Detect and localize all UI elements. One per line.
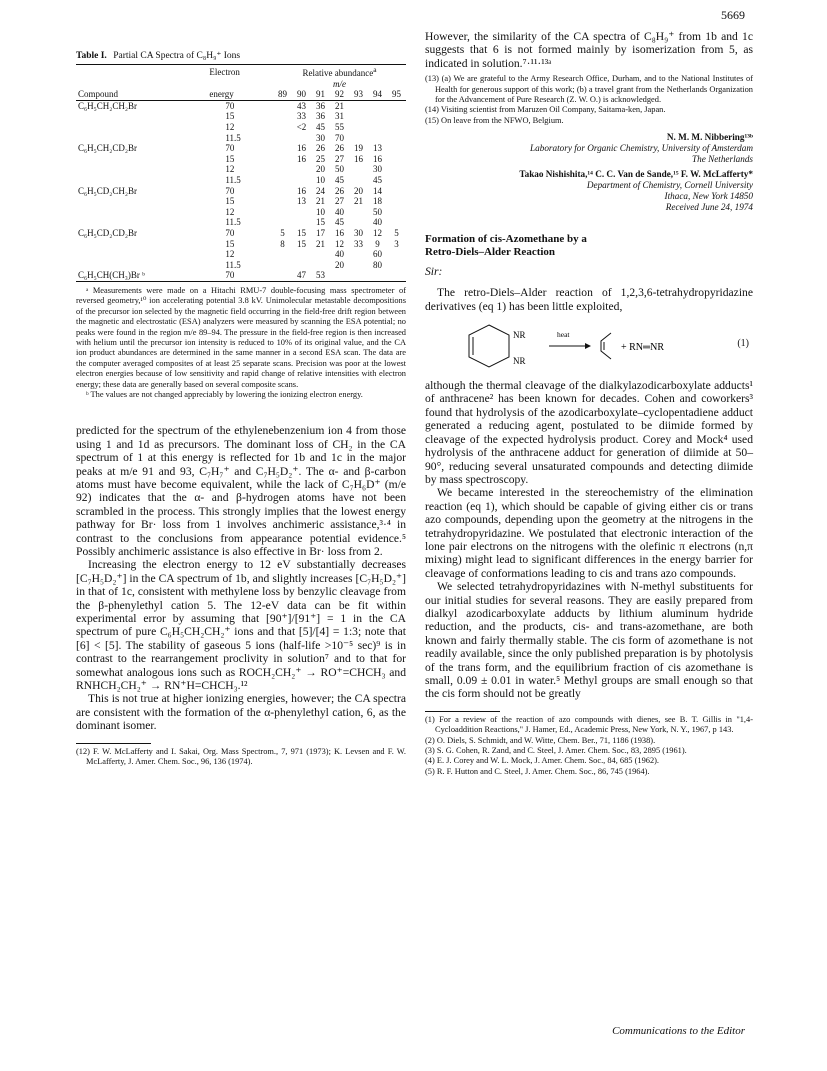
diene-structure (601, 333, 611, 359)
abundance-cell (387, 217, 406, 228)
left-references (76, 747, 406, 768)
paragraph: The retro-Diels–Alder reaction of 1,2,3,6-tetrahydropyridazine derivatives (eq 1) has been little exploited, (425, 286, 753, 313)
abundance-cell (387, 143, 406, 154)
footnote-divider (425, 711, 500, 712)
table-row (76, 249, 406, 260)
abundance-cell: 33 (354, 238, 363, 249)
ca-spectra-table (76, 64, 406, 282)
abundance-cell (387, 133, 406, 144)
abundance-cell (273, 143, 292, 154)
abundance-cell: 16 (297, 185, 306, 196)
energy-cell: 11.5 (225, 217, 241, 228)
reaction-scheme (425, 319, 753, 373)
abundance-cell (387, 100, 406, 111)
abundance-cell (292, 133, 311, 144)
mass-column-header: 89 (278, 89, 287, 100)
abundance-cell (387, 260, 406, 271)
header-energy-1: Electron (209, 66, 240, 77)
compound-cell (76, 260, 207, 271)
abundance-cell: 53 (316, 270, 325, 281)
abundance-cell (349, 111, 368, 122)
mass-column-header: 95 (392, 89, 401, 100)
abundance-cell: 15 (297, 238, 306, 249)
heat-label: heat (557, 330, 570, 340)
table-row (76, 100, 406, 111)
abundance-cell (311, 260, 330, 271)
abundance-cell (387, 111, 406, 122)
table-title (76, 50, 406, 61)
affiliation-2b: Ithaca, New York 14850 (664, 191, 753, 202)
energy-cell: 12 (225, 164, 235, 175)
table-row (76, 260, 406, 271)
energy-cell: 15 (225, 153, 235, 164)
abundance-cell: 14 (373, 185, 382, 196)
abundance-cell: 5 (280, 227, 285, 238)
reference: (2) O. Diels, S. Schmidt, and W. Witte, Chem. Ber., 71, 1186 (1938). (425, 735, 656, 745)
abundance-cell: 10 (316, 206, 325, 217)
energy-cell: 15 (225, 238, 235, 249)
mass-column-header: 91 (316, 89, 325, 100)
abundance-cell (273, 133, 292, 144)
article-body (425, 379, 753, 701)
products-label: + RN═NR (621, 342, 665, 354)
abundance-cell (349, 207, 368, 218)
abundance-cell: 30 (373, 164, 382, 175)
abundance-cell: 50 (335, 164, 344, 175)
abundance-cell (368, 133, 387, 144)
energy-cell: 12 (225, 249, 235, 260)
table-row (76, 164, 406, 175)
author-name-2: Takao Nishishita,¹⁴ C. C. Van de Sande,¹⁵ F. W. McLafferty* (519, 169, 753, 180)
reference: (15) On leave from the NFWO, Belgium. (425, 115, 564, 125)
abundance-cell: 45 (335, 174, 344, 185)
abundance-cell: 5 (394, 227, 399, 238)
abundance-cell (273, 270, 292, 281)
nr-bottom-label: NR (513, 356, 526, 367)
abundance-cell: 45 (316, 121, 325, 132)
abundance-cell (387, 164, 406, 175)
abundance-cell (349, 164, 368, 175)
right-top-references (425, 74, 753, 126)
abundance-cell: 30 (316, 132, 325, 143)
abundance-cell (292, 260, 311, 271)
abundance-cell: 40 (335, 206, 344, 217)
abundance-cell: 16 (335, 227, 344, 238)
compound-cell (76, 164, 207, 175)
article-title: Formation of cis-Azomethane by a Retro-Diels–Alder Reaction (425, 233, 587, 259)
nr-top-label: NR (513, 330, 526, 341)
abundance-cell (368, 122, 387, 133)
table-row (76, 239, 406, 250)
abundance-cell: 19 (354, 143, 363, 154)
abundance-cell (387, 154, 406, 165)
header-me: m/e (333, 78, 346, 89)
abundance-cell: 26 (335, 143, 344, 154)
energy-cell: 11.5 (225, 259, 241, 270)
paragraph: although the thermal cleavage of the dialkylazodicarboxylate adducts¹ of anthracene² has been known for decades. Cohen and coworkers³ found that hydrolysis of the azodicarboxylate–cyclopentadiene adduct generated a reducing agent, postulated to be diimide formed by cleavage of the expected hydrolysis product. Corey and Mock⁴ used hydrolysis of the anthracene adduct for generation of diimide at 50–90°, reducing several unsaturated compounds and detecting diimide by mass spectroscopy. (425, 379, 753, 486)
tetrahydropyridazine-ring (469, 325, 509, 367)
compound-cell (76, 249, 207, 260)
page-footer: Communications to the Editor (612, 1025, 745, 1037)
reference: (5) R. F. Hutton and C. Steel, J. Amer. Chem. Soc., 86, 745 (1964). (425, 766, 650, 776)
compound-cell (76, 196, 207, 207)
paragraph: This is not true at higher ionizing energies, however; the CA spectra are consistent with the formation of the α-phenylethyl cation, 6, as the dominant isomer. (76, 692, 406, 733)
compound-cell (76, 239, 207, 250)
compound-cell (76, 175, 207, 186)
abundance-cell: 40 (373, 217, 382, 228)
compound-cell: C₆H₅CD₂CH₂Br (78, 185, 138, 196)
abundance-cell: 36 (316, 100, 325, 111)
table-label: Table I. (76, 51, 107, 61)
author-name-1: N. M. M. Nibbering¹³ᵇ (666, 132, 753, 143)
abundance-cell (292, 207, 311, 218)
abundance-cell (349, 100, 368, 111)
abundance-cell: 80 (373, 259, 382, 270)
abundance-cell (273, 196, 292, 207)
abundance-cell (387, 196, 406, 207)
abundance-cell: 70 (335, 132, 344, 143)
abundance-cell: 16 (354, 153, 363, 164)
abundance-cell: 20 (354, 185, 363, 196)
abundance-cell (273, 111, 292, 122)
table-row (76, 217, 406, 228)
left-column (76, 30, 406, 768)
abundance-cell: 20 (316, 164, 325, 175)
abundance-cell (273, 175, 292, 186)
author-signature (425, 132, 753, 213)
abundance-cell: 21 (316, 238, 325, 249)
abundance-cell (368, 100, 387, 111)
header-compound: Compound (78, 89, 119, 100)
header-energy-2: energy (209, 89, 234, 100)
abundance-cell (292, 175, 311, 186)
compound-cell (76, 111, 207, 122)
abundance-cell: 33 (297, 111, 306, 122)
abundance-cell (273, 249, 292, 260)
table-row (76, 175, 406, 186)
footnote-divider (76, 743, 151, 744)
energy-cell: 15 (225, 111, 235, 122)
mass-column-header: 90 (297, 89, 306, 100)
received-date: Received June 24, 1974 (665, 202, 753, 213)
compound-cell (76, 217, 207, 228)
abundance-cell (349, 122, 368, 133)
reference: (12) F. W. McLafferty and I. Sakai, Org. Mass Spectrom., 7, 971 (1973); K. Levsen and F. W. McLafferty, J. Amer. Chem. Soc., 96, 136 (1974). (76, 746, 406, 767)
compound-cell: C₆H₅CD₂CD₂Br (78, 227, 138, 238)
abundance-cell: 45 (373, 174, 382, 185)
abundance-cell (311, 249, 330, 260)
abundance-cell: 21 (335, 100, 344, 111)
abundance-cell (387, 249, 406, 260)
energy-cell: 70 (225, 100, 235, 111)
abundance-cell: 43 (297, 100, 306, 111)
paragraph: predicted for the spectrum of the ethylenebenzenium ion 4 from those using 1 and 1d as precursors. The dominant loss of CH₂ in the CA spectrum of 1 at this energy is reflected for 1b and 1c in the major peaks at m/e 91 and 93, C₇H₇⁺ and C₇H₅D₂⁺. The α- and β-carbon atoms must have become equivalent, while the lack of C₇H₆D⁺ (m/e 92) indicates that the α- and β-hydrogen atoms have not been scrambled in the process. This strongly implies that the lowest energy pathway for Br· loss from 1 involves anchimeric assistance,³·⁴ in contrast to the conclusions from appearance potential evidence.⁵ Possibly anchimeric assistance is also effective in Br· loss from 2. (76, 424, 406, 558)
abundance-cell: 20 (335, 259, 344, 270)
abundance-cell: 10 (316, 174, 325, 185)
abundance-cell: 13 (297, 196, 306, 207)
abundance-cell (387, 175, 406, 186)
abundance-cell: 16 (297, 143, 306, 154)
equation-number: (1) (737, 338, 749, 350)
abundance-cell (292, 217, 311, 228)
abundance-cell: 21 (316, 196, 325, 207)
abundance-cell: 16 (297, 153, 306, 164)
left-body-text (76, 424, 406, 732)
abundance-cell: 8 (280, 238, 285, 249)
paragraph: However, the similarity of the CA spectra of C₈H₉⁺ from 1b and 1c suggests that 6 is not formed mainly by isomerization from 5, as indicated in solution.⁷·¹¹·¹³ᵃ (425, 30, 753, 70)
reference: (3) S. G. Cohen, R. Zand, and C. Steel, J. Amer. Chem. Soc., 83, 2895 (1961). (425, 746, 687, 756)
abundance-cell (387, 122, 406, 133)
energy-cell: 70 (225, 227, 235, 238)
mass-column-header: 94 (373, 89, 382, 100)
abundance-cell: 30 (354, 227, 363, 238)
abundance-cell (349, 270, 368, 281)
mass-column-header: 93 (354, 89, 363, 100)
article-references (425, 715, 753, 777)
footnote-b: ᵇ The values are not changed appreciably by lowering the ionizing electron energy. (86, 389, 363, 399)
abundance-cell: 16 (373, 153, 382, 164)
abundance-cell: 13 (373, 143, 382, 154)
abundance-cell: 45 (335, 217, 344, 228)
reference: (14) Visiting scientist from Maruzen Oil Company, Saitama-ken, Japan. (425, 105, 666, 115)
abundance-cell (292, 249, 311, 260)
table-row (76, 143, 406, 154)
energy-cell: 12 (225, 206, 235, 217)
affiliation-2a: Department of Chemistry, Cornell University (586, 180, 753, 191)
reference: (1) For a review of the reaction of azo compounds with dienes, see B. T. Gillis in "1,4-Cycloaddition Reactions," J. Hamer, Ed., Academic Press, New York, N. Y., 1967, p 143. (425, 714, 753, 735)
abundance-cell (273, 207, 292, 218)
table-row (76, 154, 406, 165)
abundance-cell (387, 207, 406, 218)
abundance-cell (273, 164, 292, 175)
energy-cell: 12 (225, 121, 235, 132)
abundance-cell: 27 (335, 196, 344, 207)
header-relative-abundance: Relative abundance$^a$ (302, 65, 377, 78)
retro-diels-alder-scheme (425, 319, 755, 373)
abundance-cell: 21 (354, 196, 363, 207)
footnote-a: ᵃ Measurements were made on a Hitachi RMU-7 double-focusing mass spectrometer of reversed geometry,¹⁰ ion accelerating potential 3.8 kV. Unimolecular metastable decompositions of the precursor ion selected by the magnetic field occurring in the field-free drift region between the magnetic and electrostatic (ESA) analyzers were measured by scanning the ESA potential; no peaks were found in the region m/e 89–94. The pressure in the field-free region is then increased with helium until the precursor ion intensity is reduced to 10% of its original value, and the CA ion product abundances are determined in the same manner in a second ESA scan. The data are the computer averaged composites of at least 25 separate scans. Precision was poor at the lowest electron energies because of low sensitivity and rapid change of relative intensities with electron energy; these data are generally based on several composite scans. (76, 285, 406, 389)
abundance-cell: 26 (335, 185, 344, 196)
energy-cell: 70 (225, 185, 235, 196)
abundance-cell: 3 (394, 238, 399, 249)
abundance-cell: 15 (297, 227, 306, 238)
abundance-cell: 36 (316, 111, 325, 122)
energy-cell: 15 (225, 196, 235, 207)
abundance-cell (368, 111, 387, 122)
abundance-cell: 40 (335, 249, 344, 260)
compound-cell (76, 122, 207, 133)
compound-cell: C₆H₅CH(CH₃)Br ᵇ (78, 270, 145, 281)
table-row (76, 196, 406, 207)
right-column (425, 30, 753, 777)
reference: (4) E. J. Corey and W. L. Mock, J. Amer. Chem. Soc., 84, 685 (1962). (425, 756, 660, 766)
abundance-cell (349, 175, 368, 186)
abundance-cell: <2 (296, 121, 307, 132)
abundance-cell (273, 100, 292, 111)
abundance-cell: 27 (335, 153, 344, 164)
abundance-cell (292, 164, 311, 175)
abundance-cell (387, 186, 406, 197)
abundance-cell (330, 270, 349, 281)
paragraph: Increasing the electron energy to 12 eV substantially decreases [C₇H₅D₂⁺] in the CA spectrum of 1b, and slightly increases [C₇H₅D₂⁺] in that of 1c, consistent with methylene loss by benzylic cleavage from the β-phenylethyl cation 5. The 12-eV data can be fit within experimental error by assuming that [90⁺]/[91⁺] = 1 in the CA spectrum of pure C₆H₅CH₂CH₂⁺ ions and that [5]/[4] = 1:3; note that [6] < [5]. The stability of gaseous 5 ions (half-life >10⁻⁵ sec)⁹ is in contrast to the rearrangement proclivity in solution⁷ and to that for somewhat analogous ions such as ROCH₂CH₂⁺ → RO⁺=CHCH₃ and RNHCH₂CH₂⁺ → RN⁺H=CHCH₃.¹² (76, 558, 406, 693)
abundance-cell (349, 217, 368, 228)
abundance-cell (349, 133, 368, 144)
table-row (76, 111, 406, 122)
abundance-cell: 18 (373, 196, 382, 207)
abundance-cell (273, 217, 292, 228)
abundance-cell (273, 154, 292, 165)
abundance-cell (368, 270, 387, 281)
table-footnotes (76, 286, 406, 400)
abundance-cell (273, 186, 292, 197)
table-caption: Partial CA Spectra of C₈H₉⁺ Ions (113, 51, 241, 61)
abundance-cell: 12 (335, 238, 344, 249)
abundance-cell (349, 260, 368, 271)
abundance-cell: 12 (373, 227, 382, 238)
compound-cell: C₆H₅CH₂CD₂Br (78, 143, 138, 154)
abundance-cell (349, 249, 368, 260)
compound-cell: C₆H₅CH₂CH₂Br (78, 100, 138, 111)
energy-cell: 70 (225, 270, 235, 281)
abundance-cell: 50 (373, 206, 382, 217)
abundance-cell: 24 (316, 185, 325, 196)
arrow-head (585, 343, 591, 349)
table-row (76, 270, 406, 281)
mass-column-header: 92 (335, 89, 344, 100)
abundance-cell: 26 (316, 143, 325, 154)
page-number: 5669 (721, 8, 745, 22)
reference: (13) (a) We are grateful to the Army Research Office, Durham, and to the National Institutes of Health for generous support of this work; (b) a travel grant from the Netherlands Organization for the Advancement of Pure Research (Z. W. O.) is acknowledged. (425, 74, 753, 105)
abundance-cell (273, 260, 292, 271)
abundance-cell (387, 270, 406, 281)
energy-cell: 11.5 (225, 132, 241, 143)
affiliation-1a: Laboratory for Organic Chemistry, University of Amsterdam (530, 143, 753, 154)
affiliation-1b: The Netherlands (692, 154, 753, 165)
paragraph: We became interested in the stereochemistry of the elimination reaction (eq 1), which should be capable of giving either cis or trans azo compounds, depending upon the geometry at the nitrogens in the tetrahydropyridazine. We postulated that electronic interaction of the lone pair electrons on the nitrogens with the olefinic π electrons (n,π mixing) might lead to significant differences in the energy barrier for cleavage of conformations leading to cis and trans azo compounds. (425, 486, 753, 580)
energy-cell: 11.5 (225, 174, 241, 185)
abundance-cell: 31 (335, 111, 344, 122)
abundance-cell: 55 (335, 121, 344, 132)
table-row (76, 228, 406, 239)
energy-cell: 70 (225, 143, 235, 154)
paragraph: We selected tetrahydropyridazines with N-methyl substituents for our initial studies for several reasons. They are easily prepared from dialkyl azodicarboxylate adducts by lithium aluminum hydride reduction, and the products, cis- and trans-azomethane, are both known and fairly thermally stable. The cis form of azomethane is not readily available, since the only published preparation is by photolysis of the trans form, and the equilibrium fraction of cis azomethane is small, 0.09 ± 0.01 in water.⁵ Methyl groups are small enough so that the cis form should not be greatly (425, 580, 753, 701)
table-row (76, 122, 406, 133)
abundance-cell: 60 (373, 249, 382, 260)
abundance-cell: 17 (316, 227, 325, 238)
table-row (76, 207, 406, 218)
salutation: Sir: (425, 265, 443, 279)
compound-cell (76, 207, 207, 218)
abundance-cell (273, 122, 292, 133)
abundance-cell: 25 (316, 153, 325, 164)
abundance-cell: 47 (297, 270, 306, 281)
abundance-cell: 9 (375, 238, 380, 249)
compound-cell (76, 154, 207, 165)
table-row (76, 186, 406, 197)
table-row (76, 133, 406, 144)
abundance-cell: 15 (316, 217, 325, 228)
compound-cell (76, 133, 207, 144)
